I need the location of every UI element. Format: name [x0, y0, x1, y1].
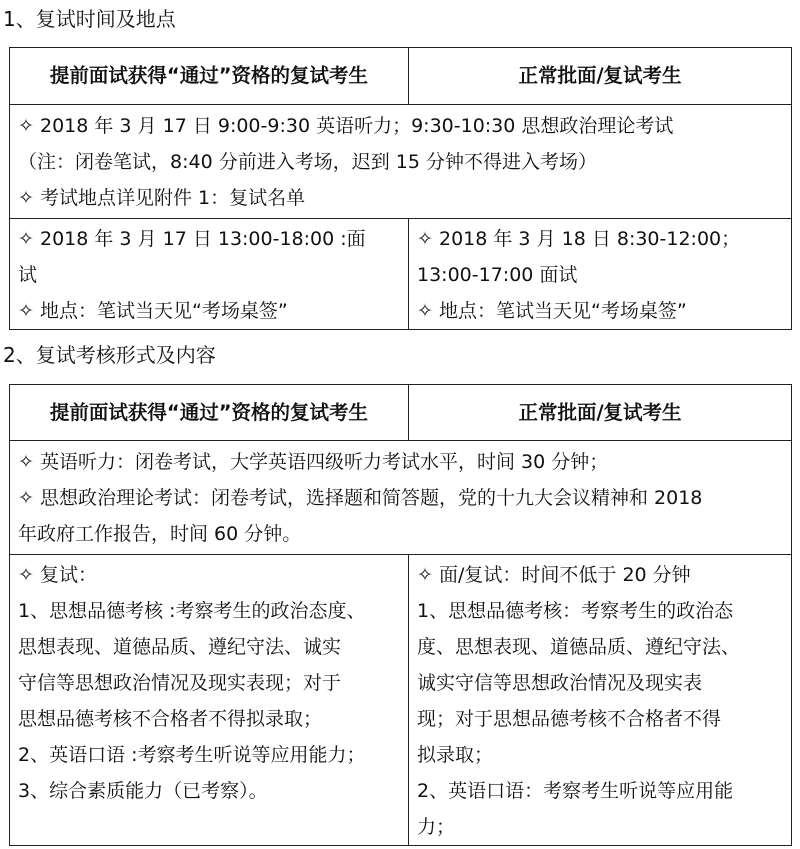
- content-left-line: 守信等思想政治情况及现实表现；对于: [18, 672, 342, 694]
- content-right-line: 度、思想表现、道德品质、遵纪守法、: [417, 636, 741, 658]
- content-right-line: 现；对于思想品德考核不合格者不得: [417, 708, 722, 730]
- section1-heading: 1、复试时间及地点: [3, 7, 176, 31]
- diamond-sparkle-icon: ✧: [18, 564, 34, 586]
- diamond-sparkle-icon: ✧: [18, 115, 34, 137]
- content-right-cell: [409, 555, 792, 846]
- diamond-sparkle-icon: ✧: [18, 228, 34, 250]
- content-header-left: 提前面试获得“通过”资格的复试考生: [10, 385, 409, 441]
- schedule-left-cell: [10, 219, 409, 330]
- content-right-line: 1、思想品德考核：考察考生的政治态: [417, 600, 734, 622]
- schedule-right-line: 13:00-17:00 面试: [417, 264, 578, 286]
- diamond-sparkle-icon: ✧: [18, 300, 34, 322]
- diamond-sparkle-icon: ✧: [417, 300, 433, 322]
- schedule-header-right: 正常批面/复试考生: [409, 48, 792, 105]
- content-right-line: 力；: [417, 816, 456, 838]
- schedule-shared-line: ✧ 考试地点详见附件 1：复试名单: [18, 180, 787, 216]
- diamond-sparkle-icon: ✧: [18, 187, 34, 209]
- schedule-left-line: ✧ 2018 年 3 月 17 日 13:00-18:00 :面: [18, 221, 404, 257]
- schedule-shared-line: ✧ 2018 年 3 月 17 日 9:00-9:30 英语听力；9:30-10:30 思想政治理论考试: [18, 108, 787, 144]
- content-shared-cell: [10, 441, 792, 555]
- content-left-line: 思想表现、道德品质、遵纪守法、诚实: [18, 636, 342, 658]
- schedule-shared-cell: [10, 105, 792, 219]
- schedule-table: [9, 47, 792, 330]
- diamond-sparkle-icon: ✧: [417, 228, 433, 250]
- diamond-sparkle-icon: ✧: [417, 564, 433, 586]
- content-header-right: 正常批面/复试考生: [409, 385, 792, 441]
- schedule-right-line: ✧ 2018 年 3 月 18 日 8:30-12:00；: [417, 221, 787, 257]
- content-right-line: 诚实守信等思想政治情况及现实表: [417, 672, 703, 694]
- content-shared-line: 年政府工作报告，时间 60 分钟。: [18, 523, 302, 545]
- content-shared-line: ✧ 思想政治理论考试：闭卷考试，选择题和简答题，党的十九大会议精神和 2018: [18, 480, 787, 516]
- content-left-line: 3、综合素质能力（已考察）。: [18, 780, 268, 802]
- content-left-cell: [10, 555, 409, 846]
- diamond-sparkle-icon: ✧: [18, 487, 34, 509]
- schedule-shared-line: （注：闭卷笔试，8:40 分前进入考场，迟到 15 分钟不得进入考场）: [18, 151, 597, 173]
- content-left-line: 1、思想品德考核 :考察考生的政治态度、: [18, 600, 366, 622]
- content-right-line: 拟录取；: [417, 744, 494, 766]
- schedule-left-line: ✧ 地点：笔试当天见“考场桌签”: [18, 293, 404, 329]
- content-shared-line: ✧ 英语听力：闭卷考试，大学英语四级听力考试水平，时间 30 分钟；: [18, 444, 787, 480]
- diamond-sparkle-icon: ✧: [18, 451, 34, 473]
- content-left-line: ✧ 复试：: [18, 557, 404, 593]
- section2-heading: 2、复试考核形式及内容: [3, 343, 216, 367]
- content-left-line: 2、英语口语 :考察考生听说等应用能力；: [18, 744, 366, 766]
- schedule-right-line: ✧ 地点：笔试当天见“考场桌签”: [417, 293, 787, 329]
- content-table: [9, 384, 792, 846]
- schedule-header-left: 提前面试获得“通过”资格的复试考生: [10, 48, 409, 105]
- schedule-left-line: 试: [18, 264, 38, 286]
- content-right-line: ✧ 面/复试：时间不低于 20 分钟: [417, 557, 787, 593]
- schedule-right-cell: [409, 219, 792, 330]
- content-left-line: 思想品德考核不合格者不得拟录取；: [18, 708, 323, 730]
- content-right-line: 2、英语口语：考察考生听说等应用能: [417, 780, 734, 802]
